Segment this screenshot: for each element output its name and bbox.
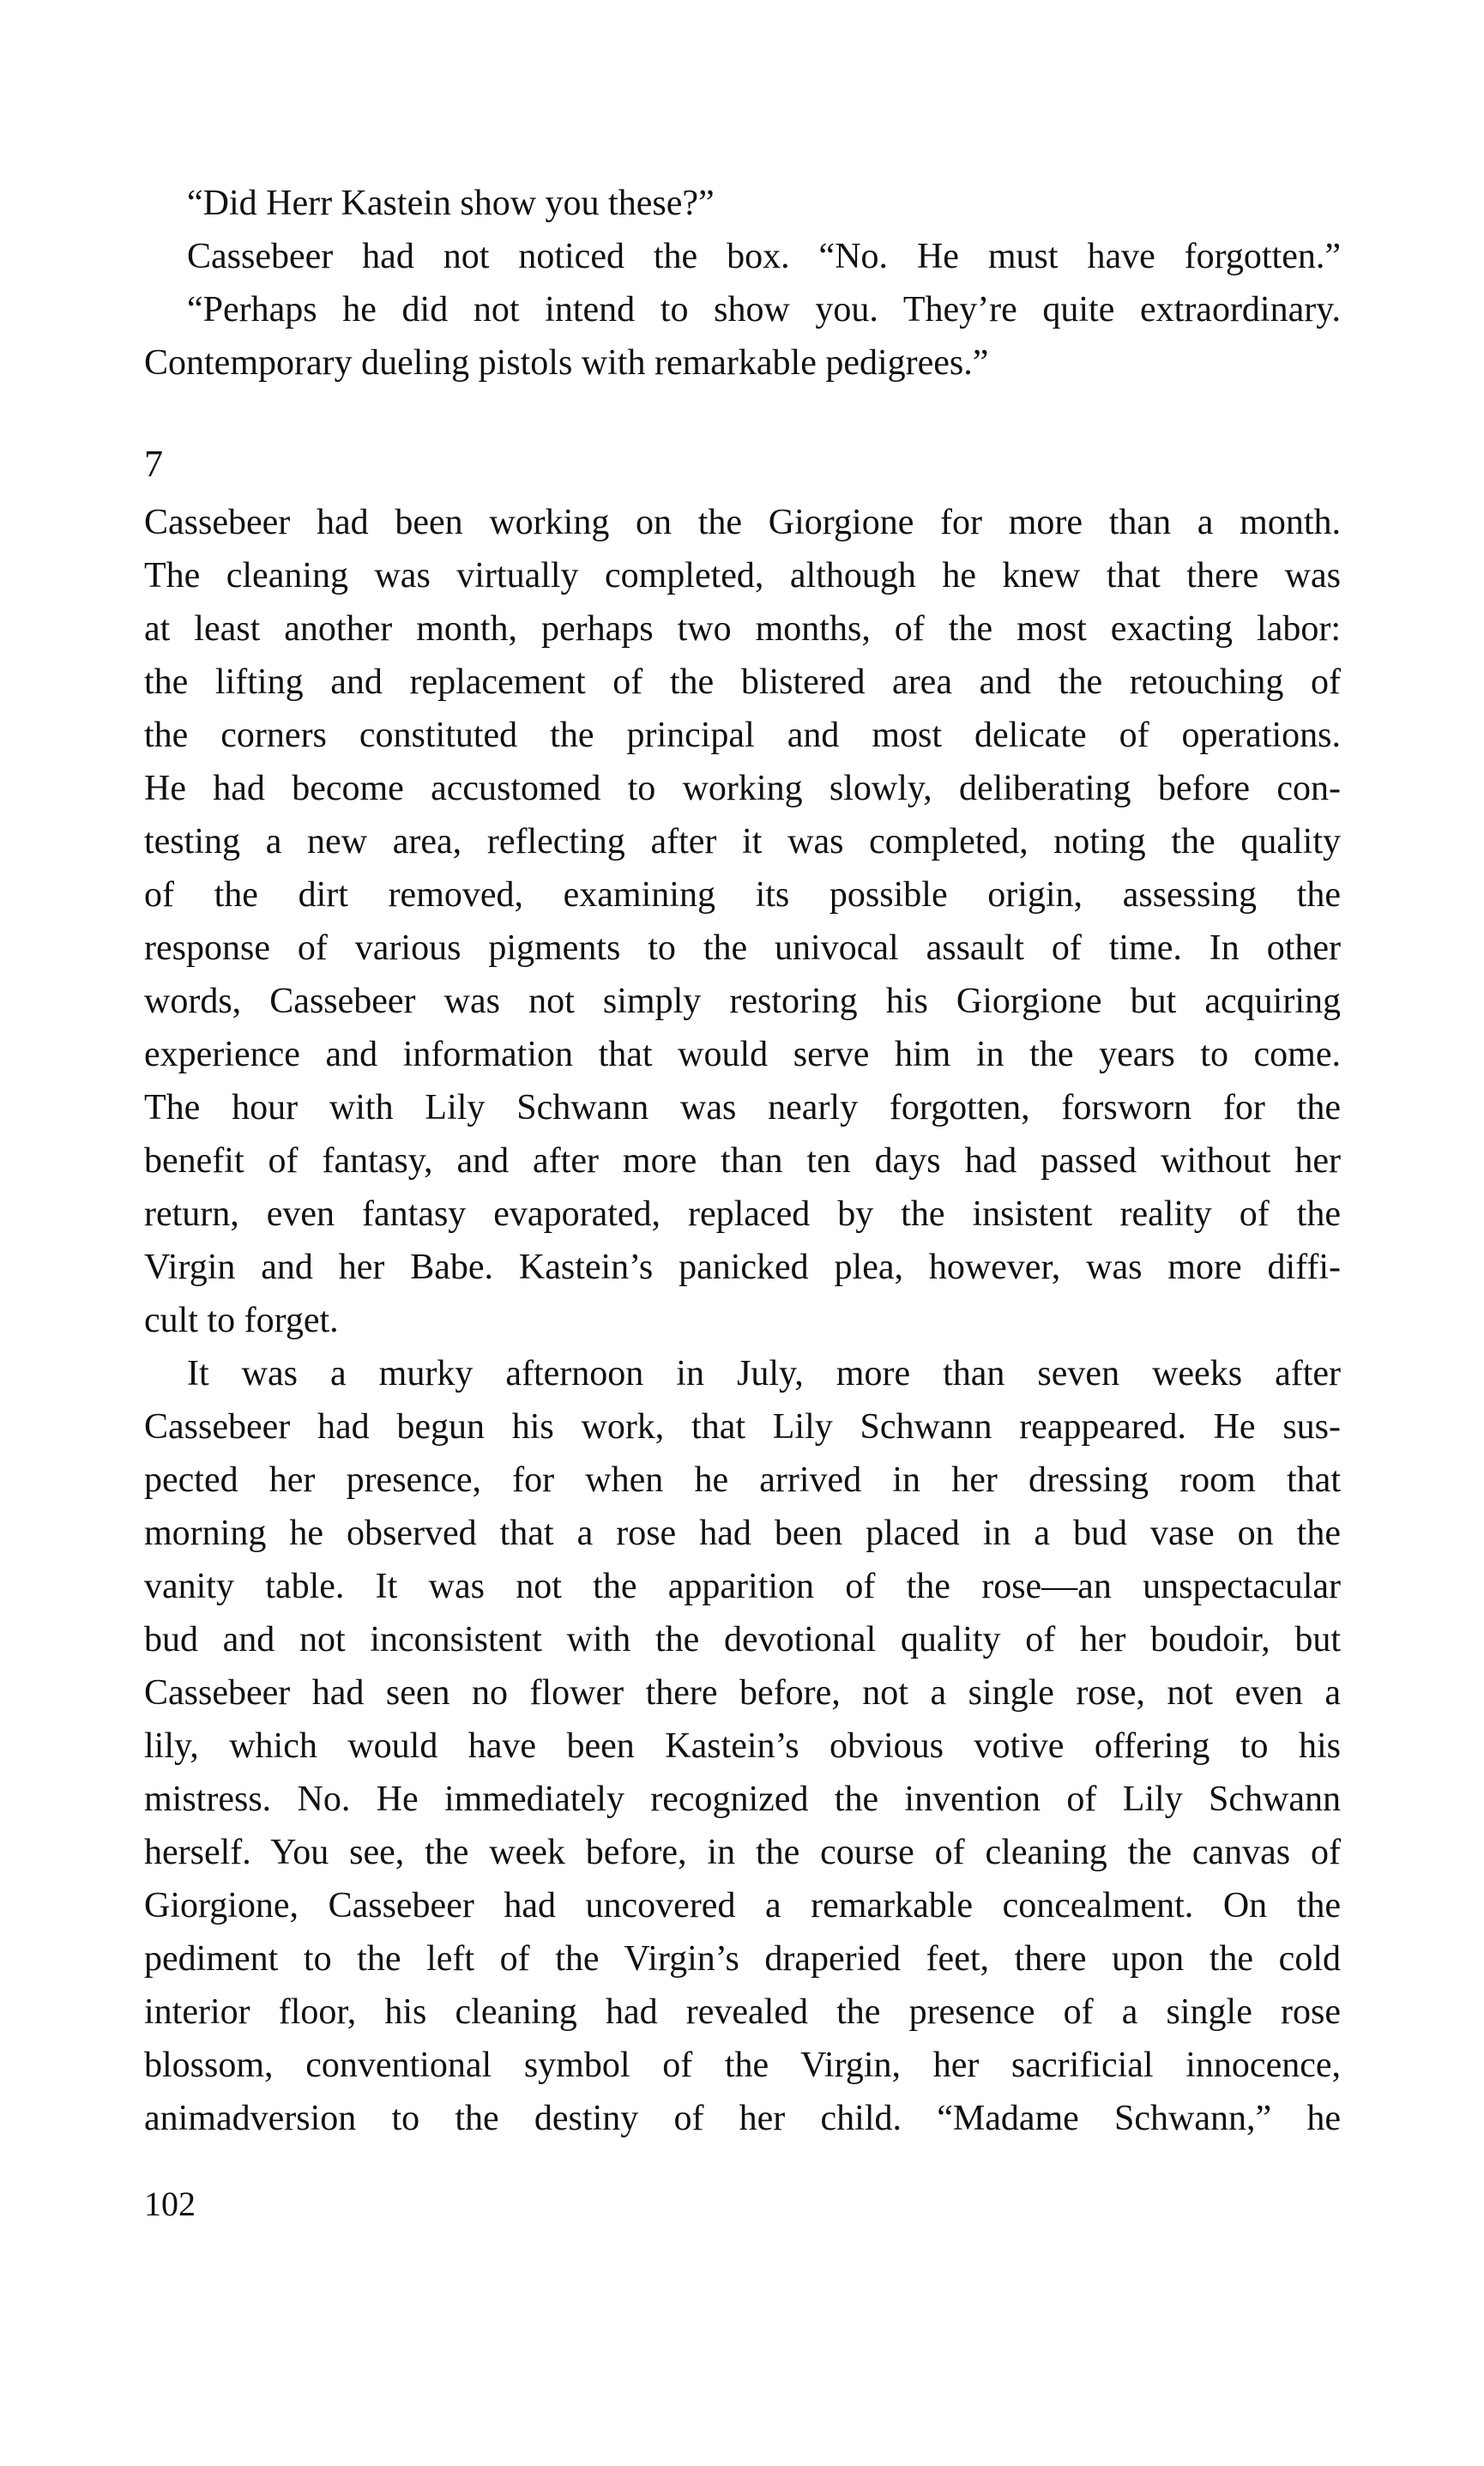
text-line: testing a new area, reflecting after it was completed, noting the quality	[144, 822, 1341, 861]
chapter-number: 7	[144, 443, 163, 485]
text-line: Cassebeer had begun his work, that Lily Schwann reappeared. He sus-	[144, 1407, 1341, 1447]
text-line: “Perhaps he did not intend to show you. They’re quite extraordinary.	[187, 290, 1341, 329]
text-line: Contemporary dueling pistols with remarkable pedigrees.”	[144, 343, 989, 383]
text-line: animadversion to the destiny of her child. “Madame Schwann,” he	[144, 2099, 1341, 2138]
text-line: He had become accustomed to working slowly, deliberating before con-	[144, 769, 1341, 808]
text-line: response of various pigments to the univocal assault of time. In other	[144, 928, 1341, 968]
text-line: bud and not inconsistent with the devotional quality of her boudoir, but	[144, 1620, 1341, 1659]
text-line: blossom, conventional symbol of the Virgin, her sacrificial innocence,	[144, 2046, 1341, 2085]
text-line: Cassebeer had not noticed the box. “No. He must have forgotten.”	[187, 237, 1341, 276]
text-line: benefit of fantasy, and after more than ten days had passed without her	[144, 1141, 1341, 1181]
text-line: Cassebeer had seen no flower there before, not a single rose, not even a	[144, 1673, 1341, 1713]
text-line: pected her presence, for when he arrived in her dressing room that	[144, 1460, 1341, 1500]
text-line: It was a murky afternoon in July, more than seven weeks after	[187, 1354, 1341, 1393]
text-line: return, even fantasy evaporated, replaced by the insistent reality of the	[144, 1194, 1341, 1234]
text-line: the corners constituted the principal and most delicate of operations.	[144, 716, 1341, 755]
text-line: at least another month, perhaps two months, of the most exacting labor:	[144, 609, 1341, 649]
text-line: morning he observed that a rose had been placed in a bud vase on the	[144, 1514, 1341, 1553]
text-line: interior floor, his cleaning had revealed the presence of a single rose	[144, 1992, 1341, 2032]
text-line: The cleaning was virtually completed, although he knew that there was	[144, 556, 1341, 595]
text-line: lily, which would have been Kastein’s obvious votive offering to his	[144, 1726, 1341, 1766]
text-line: of the dirt removed, examining its possible origin, assessing the	[144, 875, 1341, 915]
text-line: cult to forget.	[144, 1301, 339, 1340]
text-line: “Did Herr Kastein show you these?”	[187, 184, 715, 223]
text-line: words, Cassebeer was not simply restoring his Giorgione but acquiring	[144, 982, 1341, 1021]
text-line: Virgin and her Babe. Kastein’s panicked plea, however, was more diffi-	[144, 1248, 1341, 1287]
text-line: Cassebeer had been working on the Giorgione for more than a month.	[144, 503, 1341, 542]
text-line: The hour with Lily Schwann was nearly forgotten, forsworn for the	[144, 1088, 1341, 1127]
text-line: pediment to the left of the Virgin’s draperied feet, there upon the cold	[144, 1939, 1341, 1979]
page-number: 102	[144, 2185, 196, 2223]
text-line: experience and information that would serve him in the years to come.	[144, 1035, 1341, 1074]
text-line: herself. You see, the week before, in the course of cleaning the canvas of	[144, 1833, 1341, 1872]
text-line: vanity table. It was not the apparition of the rose—an unspectacular	[144, 1567, 1341, 1606]
text-line: mistress. No. He immediately recognized the invention of Lily Schwann	[144, 1780, 1341, 1819]
text-line: the lifting and replacement of the blistered area and the retouching of	[144, 662, 1341, 702]
text-line: Giorgione, Cassebeer had uncovered a remarkable concealment. On the	[144, 1886, 1341, 1925]
